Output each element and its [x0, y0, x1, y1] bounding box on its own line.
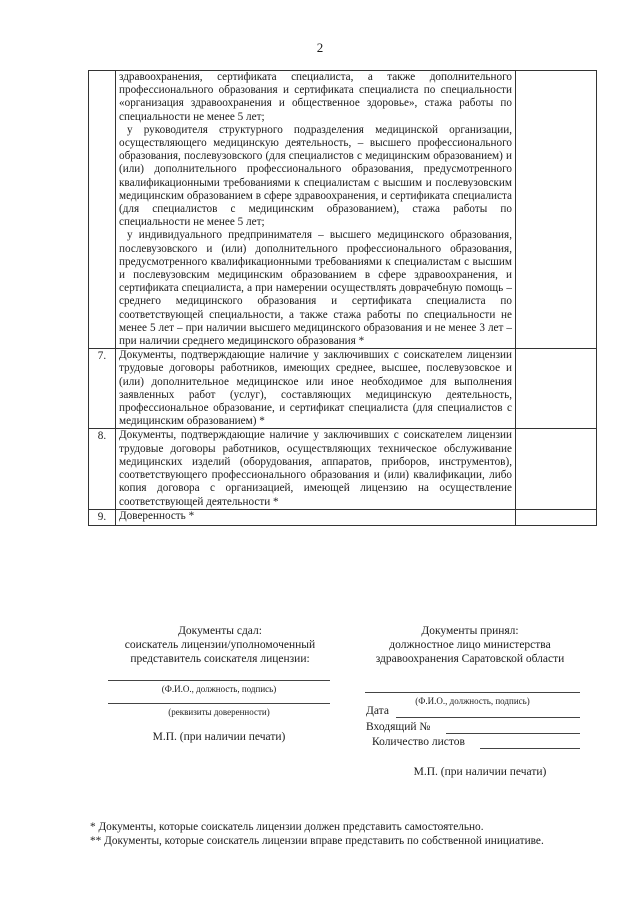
- paragraph: здравоохранения, сертификата специалиста, а также дополнительного профессионального образования и сертификата специалиста по специальности «организация здравоохранения и общественное здоровье», стажа работы по специальности не менее 5 лет;: [119, 71, 512, 123]
- paragraph: у руководителя структурного подразделения медицинской организации, осуществляющего медицинскую деятельность, – высшего профессионального образования, послевузовского (для специалистов с медицинским образованием) и (или) дополнительного профессионального образования, предусмотренного квалификационными требованиями к специалистам с высшим и послевузовским медицинским образованием в сфере здравоохранения, и сертификата специалиста (для специалистов с медицинским образованием), стажа работы по специальности не менее 5 лет;: [119, 123, 512, 229]
- row-number: 7.: [89, 349, 116, 429]
- submitter-signature-line: [108, 680, 330, 681]
- date-label: Дата: [366, 705, 389, 717]
- documents-table: [88, 70, 597, 526]
- paragraph: Доверенность *: [119, 509, 195, 522]
- row-number: 8.: [89, 429, 116, 509]
- page-number: 2: [316, 40, 324, 55]
- table-row: [89, 71, 597, 349]
- row-number: 9.: [89, 509, 116, 525]
- sheets-count-line: [480, 748, 580, 749]
- receiver-fio-caption: (Ф.И.О., должность, подпись): [415, 696, 530, 706]
- receiver-line-2: здравоохранения Саратовской области: [375, 653, 565, 665]
- empty-cell: [516, 349, 597, 429]
- receiver-block: [345, 624, 595, 666]
- row-text: [116, 509, 516, 525]
- submitter-fio-caption: (Ф.И.О., должность, подпись): [161, 684, 277, 694]
- footnote-double-star: ** Документы, которые соискатель лицензии вправе представить по собственной инициативе.: [90, 835, 544, 847]
- date-line: [396, 717, 580, 718]
- paragraph: у индивидуального предпринимателя – высшего медицинского образования, послевузовского и (или) дополнительного профессионального образования, предусмотренного квалификационными требованиями к специалистам с высшим и послевузовским медицинским образованием в сфере здравоохранения, и сертификата специалиста, а при намерении осуществлять доврачебную помощь – среднего медицинского образования и сертификата специалиста по соответствующей специальности, а также стажа работы по специальности не менее 5 лет – при наличии высшего медицинского образования и не менее 3 лет – при наличии среднего медицинского образования *: [119, 229, 512, 348]
- table-row: [89, 349, 597, 429]
- submitter-line-2: представитель соискателя лицензии:: [130, 653, 310, 665]
- sheets-count-label: Количество листов: [372, 736, 465, 748]
- row-text: [116, 71, 516, 349]
- row-text: [116, 349, 516, 429]
- receiver-title: Документы принял:: [421, 625, 519, 637]
- submitter-stamp-note: М.П. (при наличии печати): [152, 731, 286, 743]
- submitter-line-1: соискатель лицензии/уполномоченный: [124, 639, 316, 651]
- empty-cell: [516, 71, 597, 349]
- receiver-stamp-note: М.П. (при наличии печати): [413, 766, 547, 778]
- paragraph: Документы, подтверждающие наличие у заключивших с соискателем лицензии трудовые договоры работников, осуществляющих техническое обслуживание медицинских изделий (оборудования, аппаратов, приборов, инструментов), соответствующего профессионального образования и (или) квалификации, либо копия договора с организацией, имеющей лицензию на осуществление соответствующей деятельности *: [119, 429, 512, 508]
- receiver-signature-line: [365, 692, 580, 693]
- table-row: [89, 429, 597, 509]
- empty-cell: [516, 429, 597, 509]
- incoming-number-line: [446, 733, 580, 734]
- incoming-number-label: Входящий №: [366, 721, 431, 733]
- row-number: [89, 71, 116, 349]
- submitter-title: Документы сдал:: [178, 625, 262, 637]
- table-row: [89, 509, 597, 525]
- empty-cell: [516, 509, 597, 525]
- footnote-single-star: * Документы, которые соискатель лицензии должен представить самостоятельно.: [90, 821, 484, 833]
- paragraph: Документы, подтверждающие наличие у заключивших с соискателем лицензии трудовые договоры работников, имеющих среднее, высшее, послевузовское и (или) дополнительное медицинское или иное необходимое для выполнения заявленных работ (услуг), составляющих медицинскую деятельность, профессиональное образование, и сертификат специалиста (для специалистов с медицинским образованием) *: [119, 349, 512, 428]
- receiver-line-1: должностное лицо министерства: [389, 639, 551, 651]
- power-of-attorney-line: [108, 703, 330, 704]
- row-text: [116, 429, 516, 509]
- submitter-block: [100, 624, 340, 666]
- power-of-attorney-caption: (реквизиты доверенности): [168, 707, 270, 717]
